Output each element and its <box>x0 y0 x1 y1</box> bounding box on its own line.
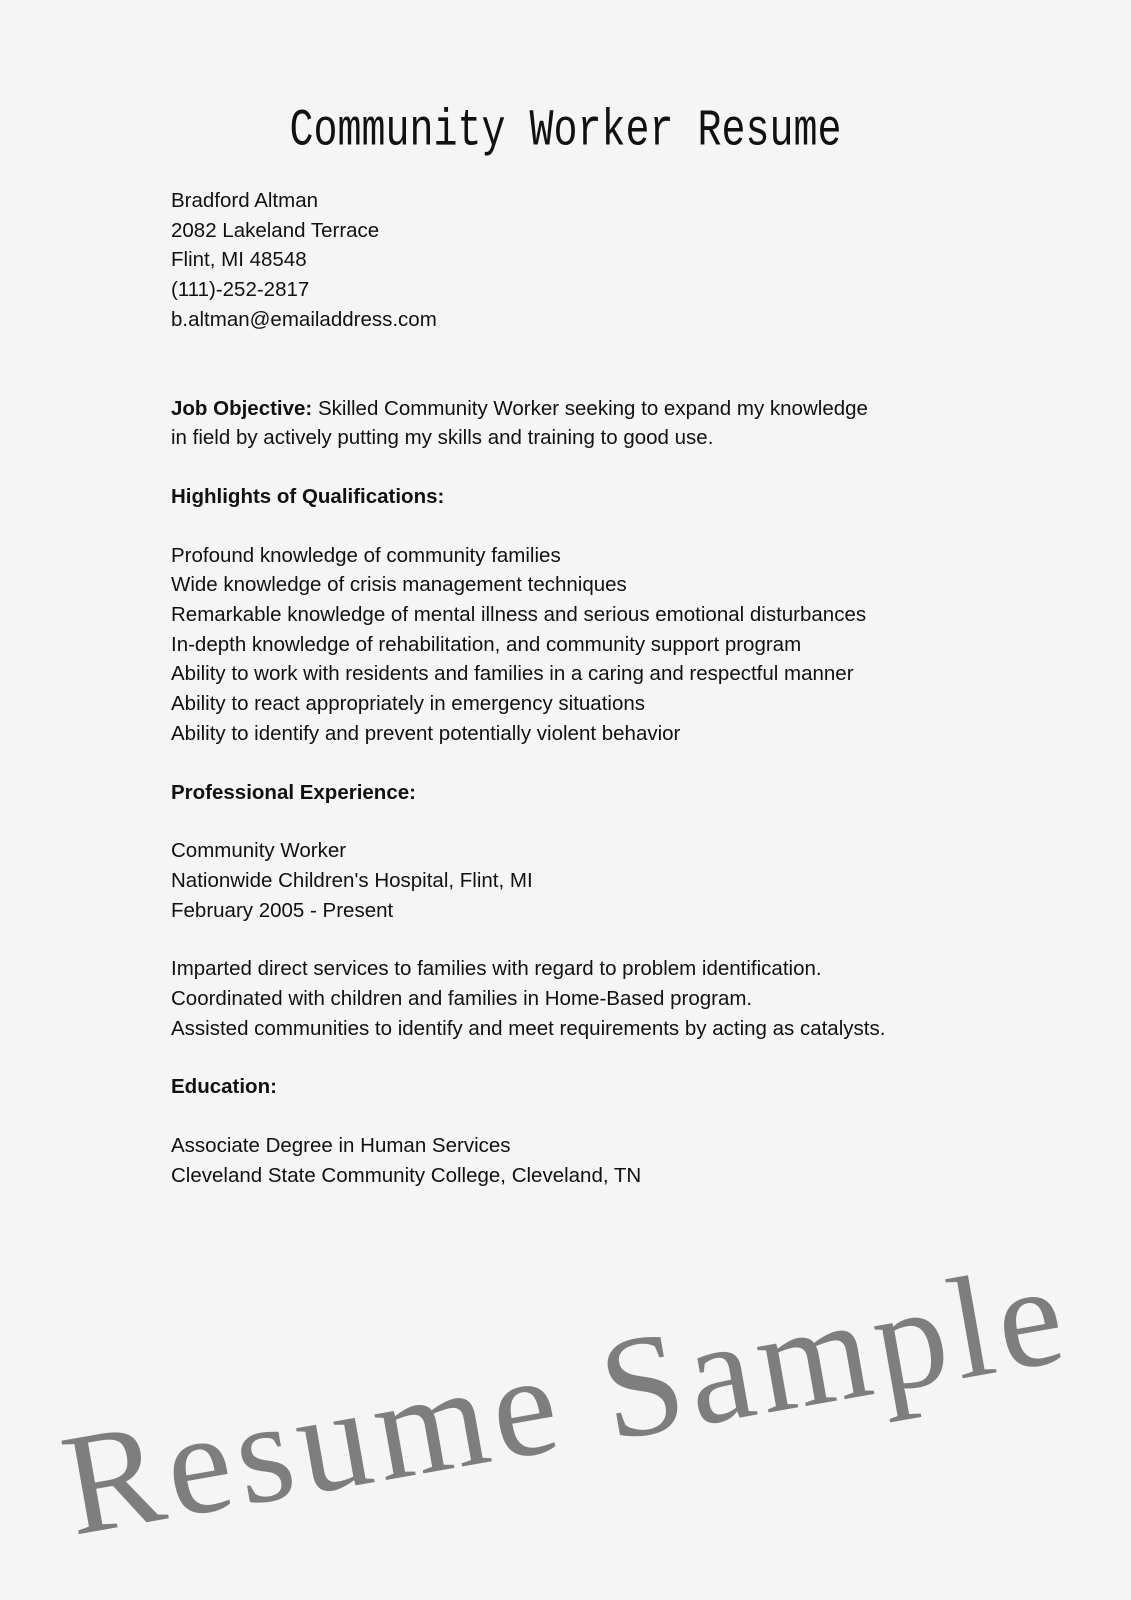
list-item: Imparted direct services to families with regard to problem identification. <box>171 957 822 981</box>
list-item: Ability to work with residents and families in a caring and respectful manner <box>171 662 854 686</box>
job-entry <box>171 836 1071 925</box>
list-item: Ability to react appropriately in emergency situations <box>171 692 646 716</box>
job-title: Community Worker <box>171 839 347 863</box>
education-school: Cleveland State Community College, Cleveland, TN <box>171 1163 642 1187</box>
contact-city: Flint, MI 48548 <box>171 248 307 272</box>
education-heading-text: Education: <box>171 1075 277 1099</box>
job-duties <box>171 954 1071 1043</box>
contact-block <box>171 186 1071 335</box>
objective-text-continued: in field by actively putting my skills and training to good use. <box>171 426 714 450</box>
experience-heading-text: Professional Experience: <box>171 780 416 804</box>
contact-email: b.altman@emailaddress.com <box>171 307 437 331</box>
highlights-heading-text: Highlights of Qualifications: <box>171 484 445 508</box>
list-item: In-depth knowledge of rehabilitation, and community support program <box>171 632 802 656</box>
objective-label: Job Objective: <box>171 396 313 420</box>
highlights-list <box>171 541 1071 749</box>
list-item: Remarkable knowledge of mental illness and serious emotional disturbances <box>171 603 867 627</box>
list-item: Coordinated with children and families in Home-Based program. <box>171 987 753 1011</box>
contact-phone: (111)-252-2817 <box>171 278 310 302</box>
contact-street: 2082 Lakeland Terrace <box>171 218 380 242</box>
watermark: Resume Sample <box>51 1232 1081 1567</box>
job-dates: February 2005 - Present <box>171 898 394 922</box>
resume-body <box>171 186 1071 1191</box>
list-item: Assisted communities to identify and meet requirements by acting as catalysts. <box>171 1016 886 1040</box>
education-heading <box>171 1072 1071 1102</box>
list-item: Profound knowledge of community families <box>171 543 561 567</box>
list-item: Ability to identify and prevent potentially violent behavior <box>171 721 681 745</box>
objective-section <box>171 394 1071 453</box>
list-item: Wide knowledge of crisis management techniques <box>171 573 627 597</box>
objective-text: Skilled Community Worker seeking to expand my knowledge <box>312 396 868 420</box>
experience-heading <box>171 778 1071 808</box>
education-degree: Associate Degree in Human Services <box>171 1134 511 1158</box>
page-title: Community Worker Resume <box>289 103 842 162</box>
highlights-heading <box>171 482 1071 512</box>
job-employer: Nationwide Children's Hospital, Flint, MI <box>171 868 533 892</box>
education-entry <box>171 1131 1071 1190</box>
contact-name: Bradford Altman <box>171 189 318 212</box>
